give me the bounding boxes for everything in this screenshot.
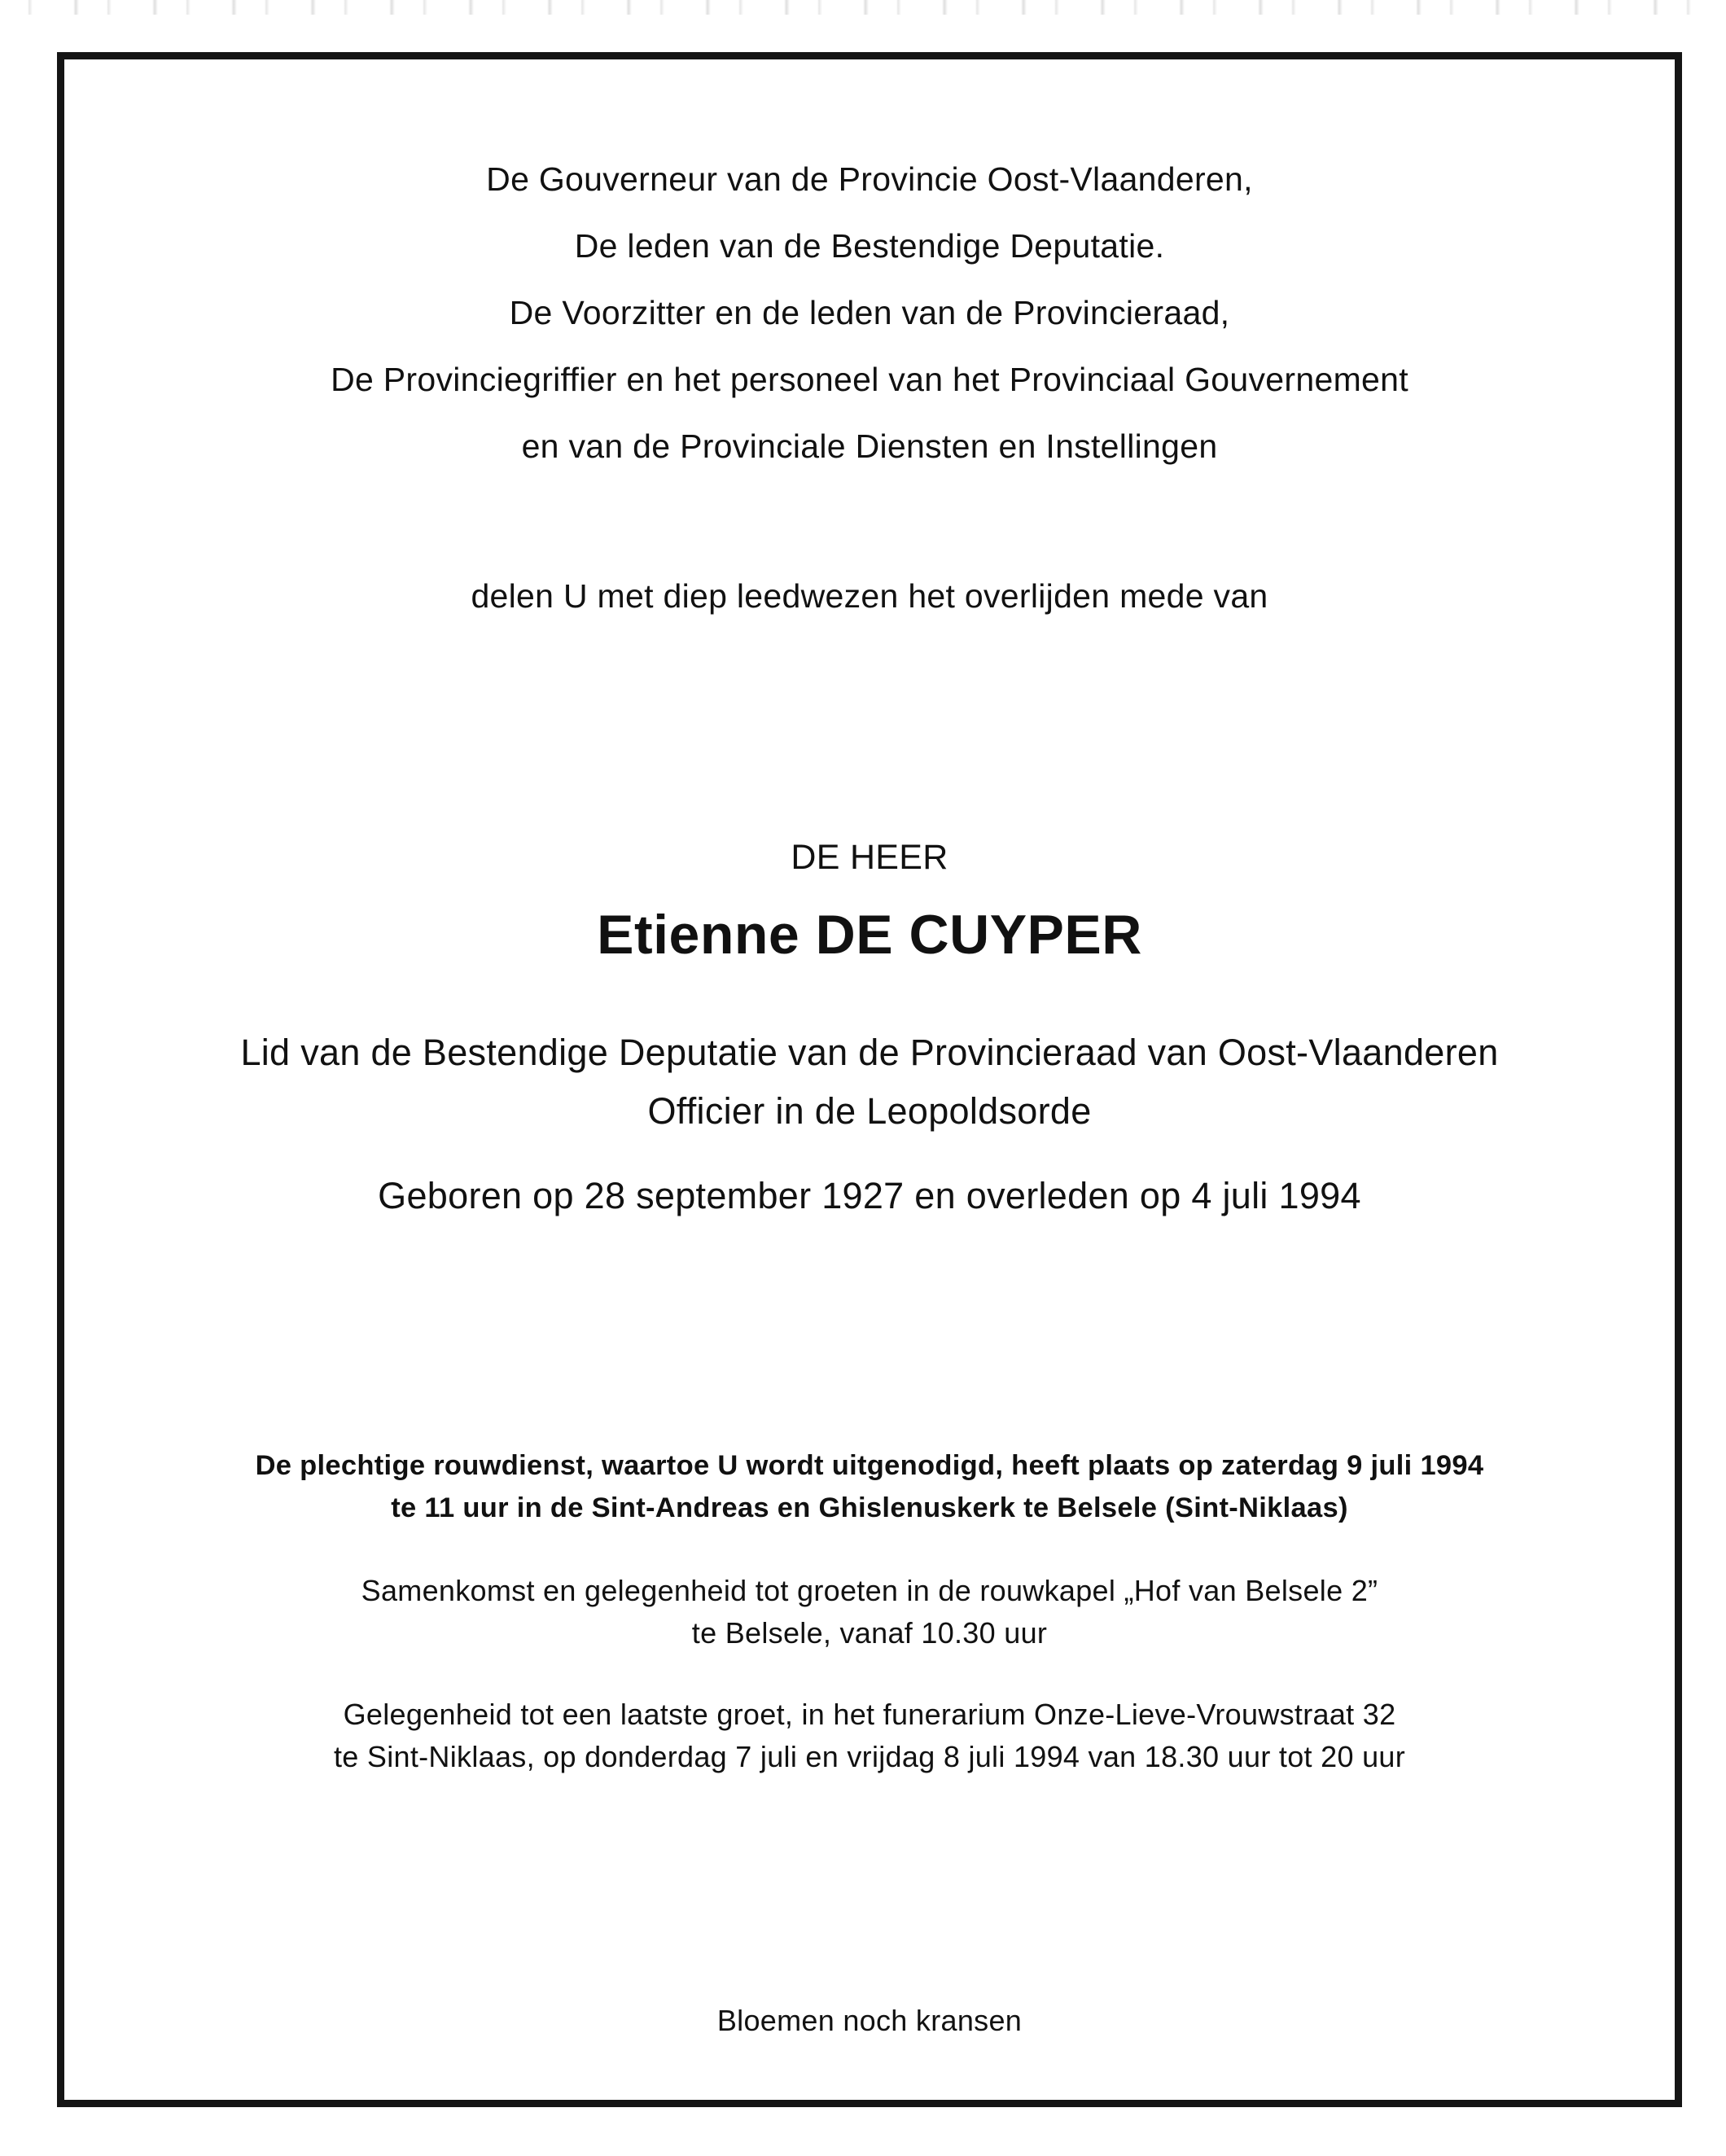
intro-line-services: en van de Provinciale Diensten en Instellingen xyxy=(521,427,1218,465)
gathering-line-2: te Belsele, vanaf 10.30 uur xyxy=(691,1616,1048,1650)
deceased-title-deputation: Lid van de Bestendige Deputatie van de Provincieraad van Oost-Vlaanderen xyxy=(240,1032,1499,1073)
intro-line-council: De Voorzitter en de leden van de Provincieraad, xyxy=(509,294,1230,331)
intro-line-clerk: De Provinciegriffier en het personeel van het Provinciaal Gouvernement xyxy=(331,361,1408,398)
announcement-text: delen U met diep leedwezen het overlijden mede van xyxy=(471,577,1268,615)
mourning-card-frame xyxy=(57,52,1682,2107)
deceased-name: Etienne DE CUYPER xyxy=(597,904,1142,966)
deceased-title-order: Officier in de Leopoldsorde xyxy=(647,1090,1092,1132)
funeral-service-line-2: te 11 uur in de Sint-Andreas en Ghislenuskerk te Belsele (Sint-Niklaas) xyxy=(391,1492,1348,1523)
birth-death-dates: Geboren op 28 september 1927 en overleden op 4 juli 1994 xyxy=(378,1175,1361,1216)
farewell-line-1: Gelegenheid tot een laatste groet, in het funerarium Onze-Lieve-Vrouwstraat 32 xyxy=(343,1698,1396,1731)
deceased-honorific: DE HEER xyxy=(791,838,948,877)
gathering-line-1: Samenkomst en gelegenheid tot groeten in de rouwkapel „Hof van Belsele 2” xyxy=(361,1574,1378,1607)
closing-note: Bloemen noch kransen xyxy=(716,2004,1023,2037)
farewell-line-2: te Sint-Niklaas, op donderdag 7 juli en vrijdag 8 juli 1994 van 18.30 uur tot 20 uur xyxy=(333,1740,1406,1773)
funeral-service-line-1: De plechtige rouwdienst, waartoe U wordt uitgenodigd, heeft plaats op zaterdag 9 juli 1994 xyxy=(255,1450,1484,1481)
intro-line-deputation: De leden van de Bestendige Deputatie. xyxy=(574,227,1165,265)
intro-line-governor: De Gouverneur van de Provincie Oost-Vlaanderen, xyxy=(486,160,1253,198)
scan-top-edge xyxy=(0,0,1726,15)
